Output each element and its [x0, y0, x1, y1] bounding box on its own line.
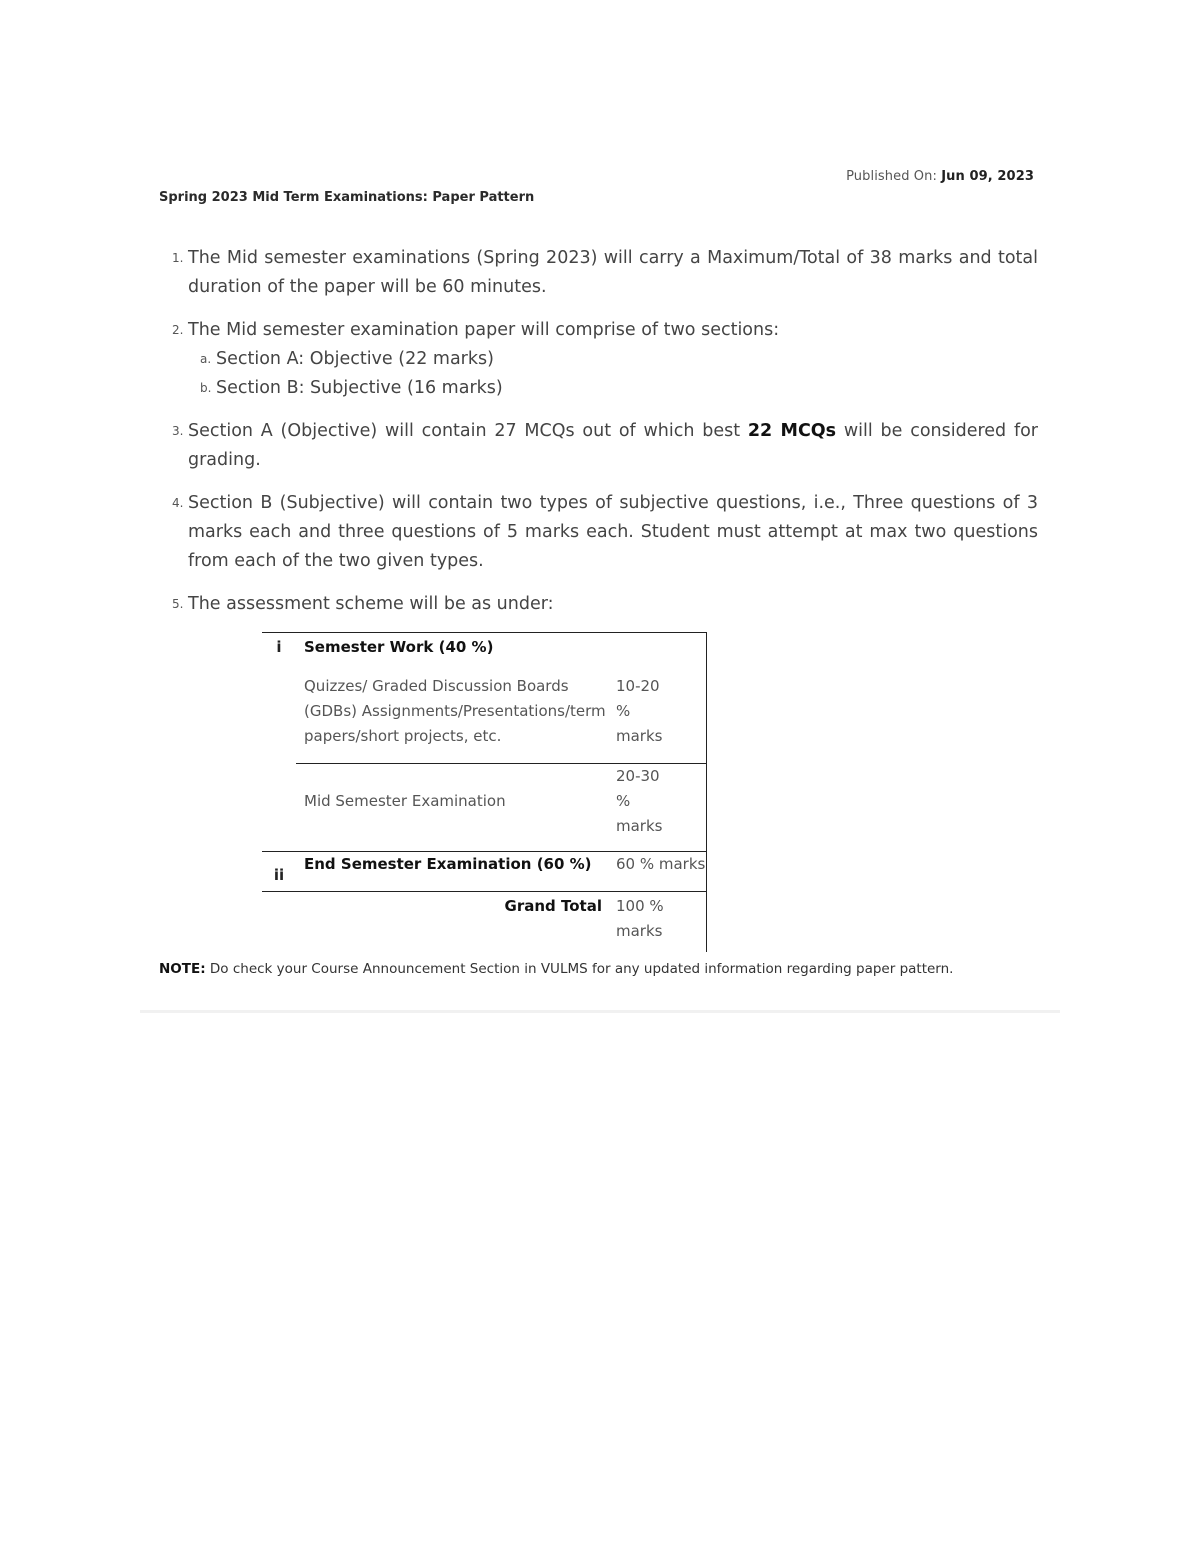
mid-semester-item: Mid Semester Examination — [296, 764, 616, 852]
item-text: The assessment scheme will be as under: — [188, 594, 554, 614]
item-number: 5. — [172, 597, 184, 611]
published-label: Published On: — [846, 169, 937, 184]
assessment-table — [262, 632, 707, 952]
grand-total-label: Grand Total — [262, 892, 616, 953]
page-title: Spring 2023 Mid Term Examinations: Paper Pattern — [159, 190, 535, 205]
mid-semester-percentage: 20-30 % marks — [616, 764, 707, 852]
sub-item-letter: a. — [200, 352, 212, 366]
note-label: NOTE: — [159, 961, 206, 977]
table-row — [262, 674, 707, 764]
item-text: The Mid semester examination paper will comprise of two sections: — [188, 320, 780, 340]
item-text: Section B (Subjective) will contain two types of subjective questions, i.e., Three questions of 3 marks each and three questions of 5 marks each. Student must attempt at max two questions from each of the two given types. — [188, 493, 1038, 571]
divider — [140, 1010, 1060, 1013]
sections-list — [188, 345, 1038, 403]
list-item — [172, 316, 1038, 403]
item-number: 4. — [172, 496, 184, 510]
instructions-list — [172, 244, 1038, 633]
list-item — [172, 489, 1038, 576]
item-text-bold: 22 MCQs — [747, 421, 837, 441]
published-on — [846, 169, 1034, 184]
quizzes-percentage: 10-20 % marks — [616, 674, 707, 764]
sub-item-text: Section A: Objective (22 marks) — [216, 349, 494, 369]
row-numeral: ii — [262, 852, 296, 892]
item-text: The Mid semester examinations (Spring 2023) will carry a Maximum/Total of 38 marks and total duration of the paper will be 60 minutes. — [188, 248, 1038, 297]
sub-list-item — [200, 374, 1038, 403]
table-row — [262, 764, 707, 852]
published-date: Jun 09, 2023 — [941, 169, 1034, 184]
end-semester-percentage: 60 % marks — [616, 852, 707, 892]
note — [159, 961, 953, 977]
table-row — [262, 633, 707, 675]
sub-item-letter: b. — [200, 381, 212, 395]
sub-item-text: Section B: Subjective (16 marks) — [216, 378, 503, 398]
empty-cell — [262, 674, 296, 764]
item-number: 2. — [172, 323, 184, 337]
sub-list-item — [200, 345, 1038, 374]
list-item — [172, 244, 1038, 302]
table-row — [262, 892, 707, 953]
item-text-before: Section A (Objective) will contain 27 MCQs out of which best — [188, 421, 748, 441]
item-number: 3. — [172, 424, 184, 438]
row-numeral: i — [262, 633, 296, 675]
empty-cell — [262, 764, 296, 852]
item-number: 1. — [172, 251, 184, 265]
semester-work-heading: Semester Work (40 %) — [296, 633, 616, 675]
list-item — [172, 417, 1038, 475]
note-text: Do check your Course Announcement Section in VULMS for any updated information regarding paper pattern. — [205, 961, 954, 977]
item-text-after: will be considered for grading. — [188, 421, 1038, 470]
grand-total-percentage: 100 % marks — [616, 892, 707, 953]
quizzes-item: Quizzes/ Graded Discussion Boards (GDBs) Assignments/Presentations/term papers/short projects, etc. — [304, 677, 606, 745]
table-row — [262, 852, 707, 892]
empty-cell — [616, 633, 707, 675]
end-semester-heading: End Semester Examination (60 %) — [296, 852, 616, 892]
list-item — [172, 590, 1038, 619]
